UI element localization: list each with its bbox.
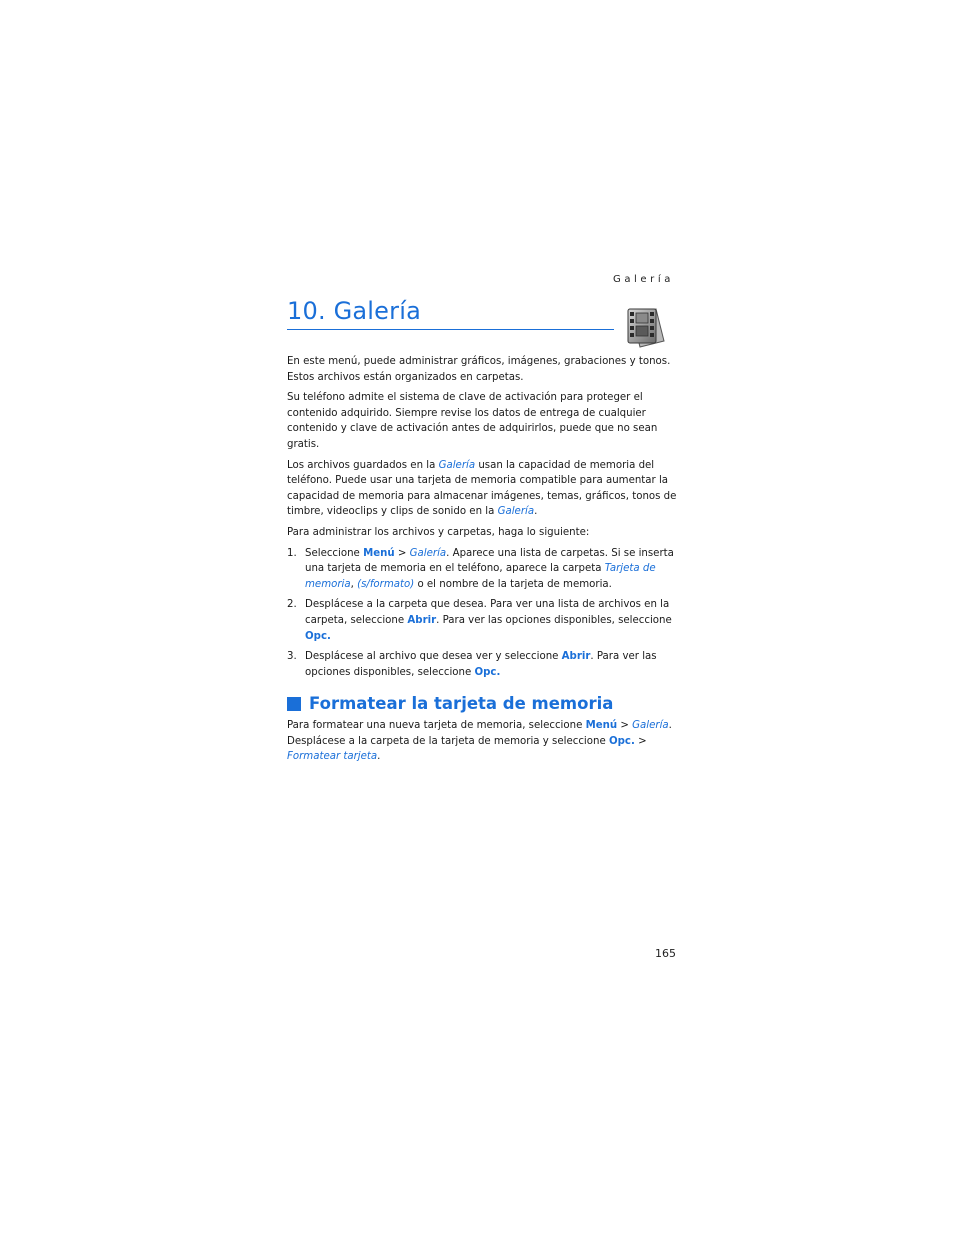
running-head: Galería bbox=[612, 274, 674, 285]
memory-card-folder-ref: Tarjeta de memoria bbox=[305, 563, 656, 590]
list-item bbox=[287, 597, 679, 644]
menu-keyword: Menú bbox=[363, 547, 395, 559]
galeria-ref: Galería bbox=[497, 506, 535, 518]
options-keyword: Opc. bbox=[608, 735, 635, 747]
step-text: o el nombre de la tarjeta de memoria. bbox=[414, 578, 612, 590]
step-text: . Aparece una lista de carpetas. Si se inserta una tarjeta de memoria en el teléfono, aparece la carpeta bbox=[305, 547, 674, 575]
format-card-ref: Formatear tarjeta bbox=[287, 751, 378, 763]
chapter-title-rule bbox=[287, 329, 614, 330]
steps-intro: Para administrar los archivos y carpetas, haga lo siguiente: bbox=[287, 526, 590, 538]
format-paragraph bbox=[287, 718, 679, 765]
galeria-ref: Galería bbox=[438, 459, 476, 471]
page-body bbox=[287, 354, 679, 770]
list-item bbox=[287, 649, 679, 680]
section-heading-text: Formatear la tarjeta de memoria bbox=[309, 694, 614, 714]
memory-text-1: Los archivos guardados en la bbox=[287, 459, 439, 471]
activation-key-paragraph: Su teléfono admite el sistema de clave de activación para proteger el contenido adquirido. Siempre revise los datos de entrega de cualquier contenido y clave de activación antes de adquirirlos, puede que no sean gratis. bbox=[287, 392, 658, 450]
format-text: . bbox=[377, 751, 381, 763]
open-keyword: Abrir bbox=[407, 614, 437, 626]
step-number: 1. bbox=[287, 547, 297, 559]
menu-keyword: Menú bbox=[585, 720, 618, 732]
galeria-ref: Galería bbox=[409, 547, 447, 559]
memory-paragraph bbox=[287, 458, 679, 520]
chapter-title: 10. Galería bbox=[287, 297, 421, 325]
section-square-icon bbox=[287, 697, 301, 711]
step-number: 3. bbox=[287, 651, 297, 663]
step-text: Desplácese al archivo que desea ver y seleccione bbox=[305, 651, 562, 663]
galeria-ref: Galería bbox=[632, 720, 669, 732]
step-number: 2. bbox=[287, 599, 297, 611]
step-text: , bbox=[350, 578, 358, 590]
steps-list bbox=[287, 546, 679, 681]
options-keyword: Opc. bbox=[305, 630, 331, 642]
options-keyword: Opc. bbox=[474, 666, 501, 678]
step-text: Desplácese a la carpeta que desea. Para ver una lista de archivos en la carpeta, seleccione bbox=[305, 599, 670, 626]
format-text: > bbox=[634, 735, 647, 747]
page-number: 165 bbox=[655, 947, 676, 960]
list-item bbox=[287, 546, 679, 593]
step-text: . Para ver las opciones disponibles, seleccione bbox=[436, 614, 672, 626]
open-keyword: Abrir bbox=[561, 651, 591, 663]
intro-paragraph: En este menú, puede administrar gráficos, imágenes, grabaciones y tonos. Estos archivos están organizados en carpetas. bbox=[287, 356, 671, 383]
memory-text-2: usan la capacidad de memoria del teléfono. Puede usar una tarjeta de memoria compatible para aumentar la capacidad de memoria para almacenar imágenes, temas, gráficos, tonos de timbre, videoclips y clips de sonido en la bbox=[287, 459, 677, 518]
format-text: > bbox=[617, 720, 633, 732]
format-text: Para formatear una nueva tarjeta de memoria, seleccione bbox=[287, 720, 586, 732]
step-text: Seleccione bbox=[305, 547, 364, 559]
memory-text-3: . bbox=[534, 506, 538, 518]
section-heading bbox=[287, 693, 679, 715]
step-text: > bbox=[394, 547, 410, 559]
unformatted-ref: (s/formato) bbox=[357, 578, 415, 590]
format-text: . Desplácese a la carpeta de la tarjeta de memoria y seleccione bbox=[287, 720, 672, 747]
step-text: . Para ver las opciones disponibles, seleccione bbox=[305, 651, 657, 678]
gallery-film-icon bbox=[626, 305, 666, 349]
